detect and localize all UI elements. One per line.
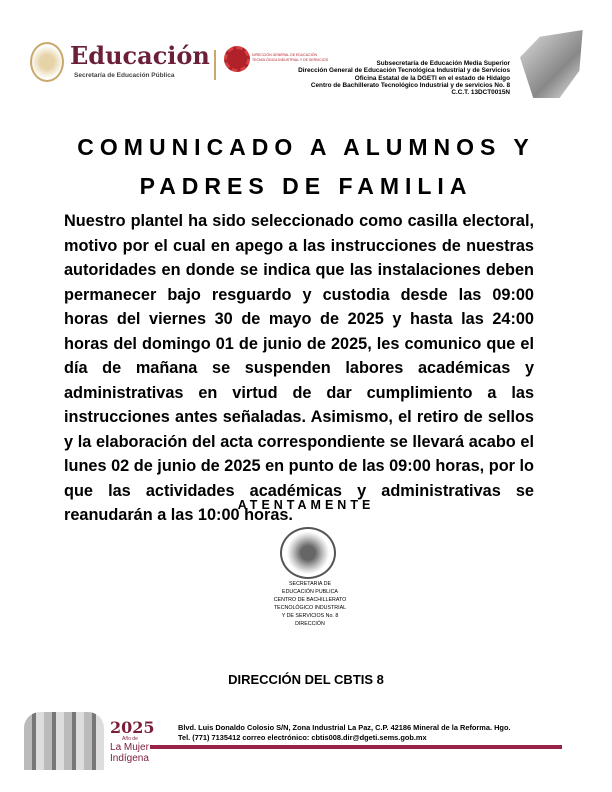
logo-divider <box>214 50 216 80</box>
header-line: Centro de Bachillerato Tecnológico Industrial y de servicios No. 8 <box>310 81 510 89</box>
seal-line: TECNOLÓGICO INDUSTRIAL <box>273 605 347 611</box>
footer-bar <box>150 745 562 749</box>
official-seal <box>280 527 336 579</box>
year-logo: 2025 <box>110 718 155 737</box>
seal-line: EDUCACIÓN PUBLICA <box>282 589 338 595</box>
institution-header <box>298 60 510 96</box>
header-line: Subsecretaría de Educación Media Superior <box>376 60 510 67</box>
page-title <box>0 128 612 206</box>
indigenous-women-illustration <box>24 712 104 770</box>
footer-phone-email: Tel. (771) 7135412 correo electrónico: cbtis008.dir@dgeti.sems.gob.mx <box>178 733 427 742</box>
heroine-flag-illustration <box>520 30 586 98</box>
educacion-logo-title: Educación <box>70 41 210 70</box>
header-line: Oficina Estatal de la DGETI en el estado de Hidalgo <box>354 74 510 82</box>
announcement-body: Nuestro plantel ha sido seleccionado como casilla electoral, motivo por el cual en apego a las instrucciones de nuestras autoridades en donde se indica que las instalaciones deben permanecer bajo resguardo y custodia desde las 09:00 horas del viernes 30 de mayo de 2025 y hasta las 24:00 horas del domingo 01 de junio de 2025, les comunico que el día de mañana se suspenden labores académicas y administrativas en virtud de dar cumplimiento a las instrucciones antes señaladas. Asimismo, el retiro de sellos y la elaboración del acta correspondiente se llevará acabo el lunes 02 de junio de 2025 en punto de las 09:00 horas, por lo que las actividades académicas y administrativas se reanudarán a las 10:00 horas. <box>64 212 534 524</box>
dgeti-logo <box>224 46 250 72</box>
seal-text <box>250 580 370 628</box>
seal-line: Y DE SERVICIOS No. 8 <box>281 613 339 619</box>
mujer-indigena-logo <box>110 742 149 764</box>
title-line: COMUNICADO A ALUMNOS Y <box>77 134 535 160</box>
seal-line: CENTRO DE BACHILLERATO <box>273 597 347 603</box>
educacion-logo-subtitle: Secretaría de Educación Pública <box>74 72 175 79</box>
dgeti-logo-text: DIRECCIÓN GENERAL DE EDUCACIÓN TECNOLÓGICA INDUSTRIAL Y DE SERVICIOS <box>252 53 328 62</box>
header-line: Dirección General de Educación Tecnológica Industrial y de Servicios <box>298 67 510 75</box>
signature: DIRECCIÓN DEL CBTIS 8 <box>228 672 384 687</box>
year-logo-sub: Año de <box>122 736 138 742</box>
header-line: C.C.T. 13DCT0015N <box>451 89 510 97</box>
title-line: PADRES DE FAMILIA <box>139 173 473 199</box>
mujer-text: La Mujer <box>110 742 149 753</box>
footer-contact <box>178 723 511 743</box>
seal-line: DIRECCIÓN <box>295 621 325 627</box>
footer-address: Blvd. Luis Donaldo Colosio S/N, Zona Industrial La Paz, C.P. 42186 Mineral de la Reforma. Hgo. <box>178 723 511 732</box>
seal-line: SECRETARIA DE <box>289 581 331 587</box>
mexico-coat-of-arms-logo <box>30 42 64 82</box>
indigena-text: Indígena <box>110 753 149 764</box>
closing: ATENTAMENTE <box>237 498 375 512</box>
